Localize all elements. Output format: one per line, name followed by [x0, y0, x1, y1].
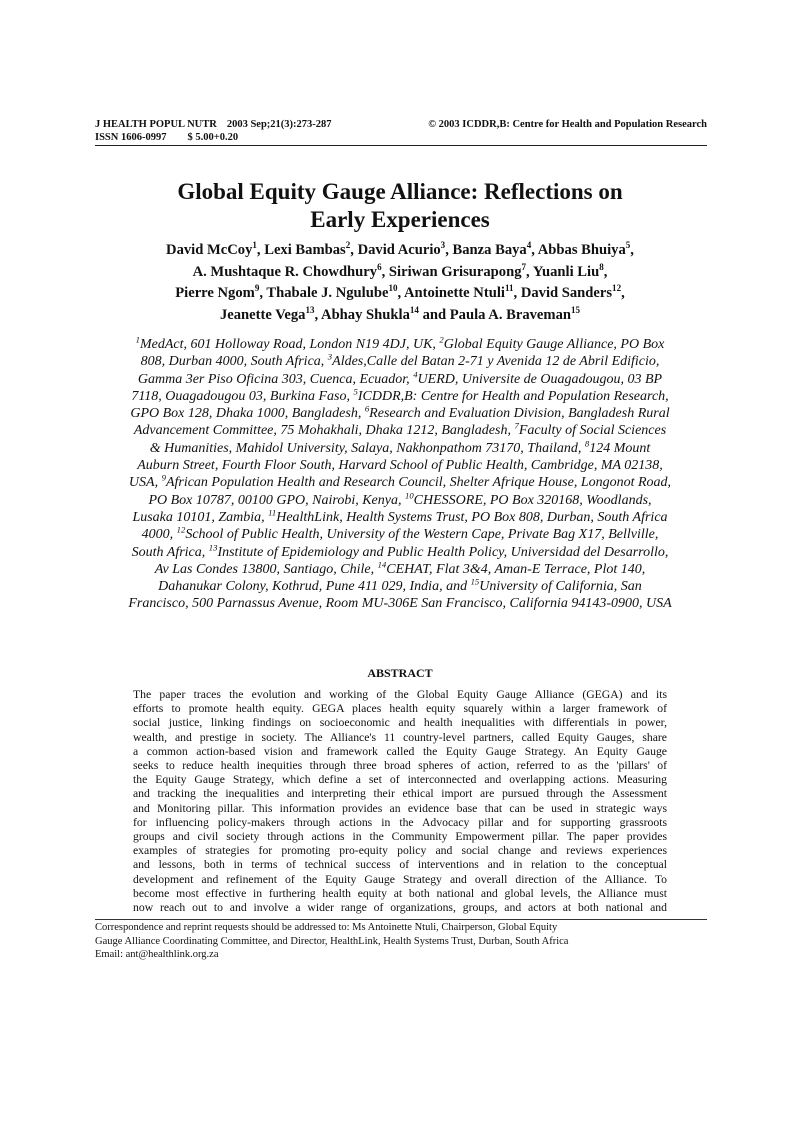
- abstract-body: [133, 688, 667, 915]
- abstract-line: The paper traces the evolution and working of the Global Equity Gauge Alliance (GEGA) and its: [133, 688, 667, 701]
- author-name: Siriwan Grisurapong: [388, 263, 522, 280]
- author-name: Thabale J. Ngulube: [266, 285, 389, 301]
- abstract-line: and lessons, both in terms of technical success of interventions and in relation to the conceptual: [133, 858, 667, 872]
- affiliation-text: Faculty of Social Sciences & Humanities, Mahidol University, Salaya, Nakhonpathom 73170, Thailand,: [149, 423, 667, 456]
- affiliation-text: African Population Health and Research Council, Shelter Afrique House, Longonot Road, PO Box 10787, 00100 GPO, Nairobi, Kenya,: [148, 475, 672, 508]
- abstract-heading: ABSTRACT: [367, 666, 433, 680]
- author-conjunction: and: [422, 306, 447, 323]
- author-name: Antoinette Ntuli: [404, 285, 505, 301]
- author-name: David Acurio: [357, 242, 441, 258]
- affiliation-text: UERD, Universite de Ouagadougou, 03 BP 7118, Ouagadougou 03, Burkina Faso,: [131, 371, 663, 404]
- author-name: Abbas Bhuiya: [537, 242, 626, 258]
- affiliation-marker: 13: [208, 541, 218, 552]
- author-name: Yuanli Liu: [532, 263, 600, 280]
- header-divider: [95, 145, 707, 146]
- affiliation-text: CHESSORE, PO Box 320168, Woodlands, Lusaka 10101, Zambia,: [132, 492, 652, 525]
- abstract-line: become most effective in furthering health equity at both national and global levels, the Alliance must: [133, 886, 667, 900]
- abstract-line: groups and civil society through actions in the Community Empowerment pillar. The paper provides: [133, 830, 667, 844]
- title-line-1: Global Equity Gauge Alliance: Reflections on: [177, 179, 623, 204]
- affiliation-marker: 9: [161, 472, 166, 483]
- abstract-line: efforts to promote health equity. GEGA places health equity squarely within a larger framework of: [133, 702, 667, 716]
- copyright: © 2003 ICDDR,B: Centre for Health and Population Research: [428, 119, 707, 130]
- affiliation-marker: 2: [439, 334, 444, 345]
- affiliation-marker: 1: [135, 334, 140, 345]
- author: [532, 261, 604, 280]
- author-name: A. Mushtaque R. Chowdhury: [192, 263, 378, 280]
- affiliation-entry: [135, 334, 436, 352]
- author-name: David McCoy: [166, 242, 253, 258]
- author: [175, 285, 259, 301]
- footnote-email[interactable]: Email: ant@healthlink.org.za: [95, 949, 219, 960]
- author: [166, 242, 257, 258]
- abstract-line: for influencing policy-makers through actions in the Advocacy pillar and for supporting grassroots: [133, 815, 667, 829]
- author-name: Paula A. Braveman: [449, 306, 571, 323]
- title-line-2: Early Experiences: [310, 207, 490, 232]
- abstract-line: and tracking the inequalities and interpreting their ethical import are pursued through the Assessment: [133, 787, 667, 801]
- affiliations: [128, 336, 672, 613]
- affiliation-text: HealthLink, Health Systems Trust, PO Box 808, Durban, South Africa 4000,: [141, 509, 668, 543]
- abstract-line: development and refinement of the Equity Gauge Strategy and overall direction of the Alliance. To: [133, 872, 667, 886]
- price: $ 5.00+0.20: [187, 132, 239, 143]
- affiliation-text: 124 Mount Auburn Street, Fourth Floor South, Harvard School of Public Health, Cambridge, MA 02138, USA,: [128, 440, 663, 491]
- affiliation-marker: 12: [176, 524, 186, 535]
- author: [453, 242, 532, 258]
- author-affiliation-marker: 8: [599, 261, 604, 272]
- article-title: [100, 178, 700, 234]
- affiliation-marker: 3: [327, 351, 333, 362]
- author: [266, 285, 397, 301]
- running-header: [95, 118, 707, 144]
- journal-citation: [95, 118, 332, 131]
- affiliation-marker: 6: [364, 403, 370, 414]
- abstract-line: wealth, and prestige in society. The Alliance's 11 country-level partners, called Equity Gauges, share: [133, 730, 667, 744]
- author-affiliation-marker: 13: [305, 304, 315, 315]
- footnote-line-2: Gauge Alliance Coordinating Committee, and Director, HealthLink, Health Systems Trust, Durban, South Africa: [95, 935, 569, 947]
- author: [264, 242, 350, 258]
- affiliation-text: Research and Evaluation Division, Bangladesh Rural Advancement Committee, 75 Mohakhali, Dhaka 1212, Bangladesh,: [133, 406, 670, 439]
- affiliation-text: School of Public Health, University of the Western Cape, Private Bag X17, Bellville, South Africa,: [131, 527, 659, 560]
- author-name: Abhay Shukla: [321, 306, 410, 323]
- affiliation-marker: 7: [514, 420, 519, 431]
- affiliation-marker: 5: [353, 386, 358, 397]
- affiliation-marker: 11: [268, 507, 277, 518]
- author-affiliation-marker: 9: [254, 283, 260, 294]
- abstract-line: a common action-based vision and framework called the Equity Gauge Strategy. An Equity Gauge: [133, 744, 667, 758]
- affiliation-text: CEHAT, Flat 3&4, Aman-E Terrace, Plot 140, Dahanukar Colony, Kothrud, Pune 411 029, India, and: [158, 561, 646, 595]
- author-affiliation-marker: 15: [570, 304, 581, 315]
- author-affiliation-marker: 14: [409, 304, 419, 315]
- author-affiliation-marker: 4: [526, 240, 532, 251]
- affiliation-marker: 15: [470, 576, 480, 587]
- affiliation-marker: 14: [377, 559, 387, 570]
- author: [192, 261, 382, 280]
- author: [321, 304, 419, 323]
- affiliation-text: ICDDR,B: Centre for Health and Population Research, GPO Box 128, Dhaka 1000, Bangladesh,: [130, 388, 669, 422]
- affiliation-text: Global Equity Gauge Alliance, PO Box 808, Durban 4000, South Africa,: [140, 337, 665, 370]
- author: [404, 285, 514, 301]
- header-line-1: [95, 118, 707, 131]
- author: [538, 242, 631, 258]
- abstract-line: examples of strategies for promoting pro-equity policy and social change and reviews experiences: [133, 844, 667, 858]
- author: [521, 285, 621, 301]
- author-name: Jeanette Vega: [219, 306, 306, 323]
- affiliation-text: Aldes,Calle del Batan 2-71 y Avenida 12 de Abril Edificio, Gamma 3er Piso Oficina 303, Cuenca, Ecuador,: [137, 354, 660, 387]
- issn: ISSN 1606-0997: [95, 132, 167, 143]
- affiliation-marker: 10: [404, 490, 414, 501]
- author-name: Lexi Bambas: [264, 242, 346, 258]
- author-affiliation-marker: 10: [388, 283, 398, 294]
- author: [358, 242, 446, 258]
- author-list: David McCoy$^1$, Lexi Bambas$^2$, David Acurio$^3$, Banza Baya$^4$, Abbas Bhuiya$^5$, A. Mushtaque R. Chowdhury$^6$, Siriwan Grisurapong$^7$, Yuanli Liu$^8$, Pierre Ngom$^9$, Thabale J. Ngulube$^{10}$, Antoinette Ntuli$^{11}$, David Sanders$^{12}$, Jeanette Vega$^{13}$, Abhay Shukla$^{14}$ and Paula A. Braveman$^{15}$: [166, 240, 634, 323]
- abstract-line: social justice, linking findings on socioeconomic and health inequalities with differentials in power,: [133, 716, 667, 730]
- footnote-line-1: Correspondence and reprint requests should be addressed to: Ms Antoinette Ntuli, Chairperson, Global Equity: [95, 922, 558, 933]
- abstract-line: and Monitoring pillar. This information provides an evidence base that can be used in strategic ways: [133, 801, 667, 815]
- footnote-divider: [95, 919, 707, 920]
- author: [388, 261, 527, 280]
- author-affiliation-marker: 6: [377, 261, 382, 272]
- author-affiliation-marker: 12: [612, 283, 622, 294]
- journal-name: J HEALTH POPUL NUTR: [95, 119, 217, 130]
- author-affiliation-marker: 5: [625, 240, 631, 251]
- affiliation-text: Institute of Epidemiology and Public Health Policy, Universidad del Desarrollo, Av Las Condes 13800, Santiago, Chile,: [154, 544, 669, 577]
- author: [219, 304, 315, 323]
- author-affiliation-marker: 3: [440, 240, 446, 251]
- author-affiliation-marker: 7: [521, 261, 527, 272]
- abstract-line: now reach out to and involve a wider range of organizations, groups, and actors at both national and: [133, 901, 667, 915]
- correspondence-footnote: [95, 921, 655, 962]
- header-line-2: [95, 131, 707, 144]
- affiliation-text: MedAct, 601 Holloway Road, London N19 4DJ, UK,: [139, 337, 436, 352]
- affiliation-marker: 8: [584, 438, 590, 449]
- affiliation-marker: 4: [413, 368, 418, 379]
- author-affiliation-marker: 11: [504, 283, 514, 294]
- abstract-line: seeks to reduce health inequities through three broad spheres of action, referred to as the 'pillars' of: [133, 759, 667, 773]
- author-affiliation-marker: 2: [345, 240, 351, 251]
- author-affiliation-marker: 1: [252, 240, 257, 251]
- author: [449, 304, 581, 323]
- author-name: Banza Baya: [452, 242, 527, 258]
- abstract-line: the Equity Gauge Strategy, which define a set of interconnected and overlapping actions. Measuring: [133, 773, 667, 787]
- author-name: Pierre Ngom: [175, 285, 255, 301]
- citation: 2003 Sep;21(3):273-287: [226, 119, 332, 130]
- affiliation-text: University of California, San Francisco, 500 Parnassus Avenue, Room MU-306E San Francisco, California 94143-0900, USA: [128, 579, 672, 612]
- author-name: David Sanders: [520, 285, 613, 301]
